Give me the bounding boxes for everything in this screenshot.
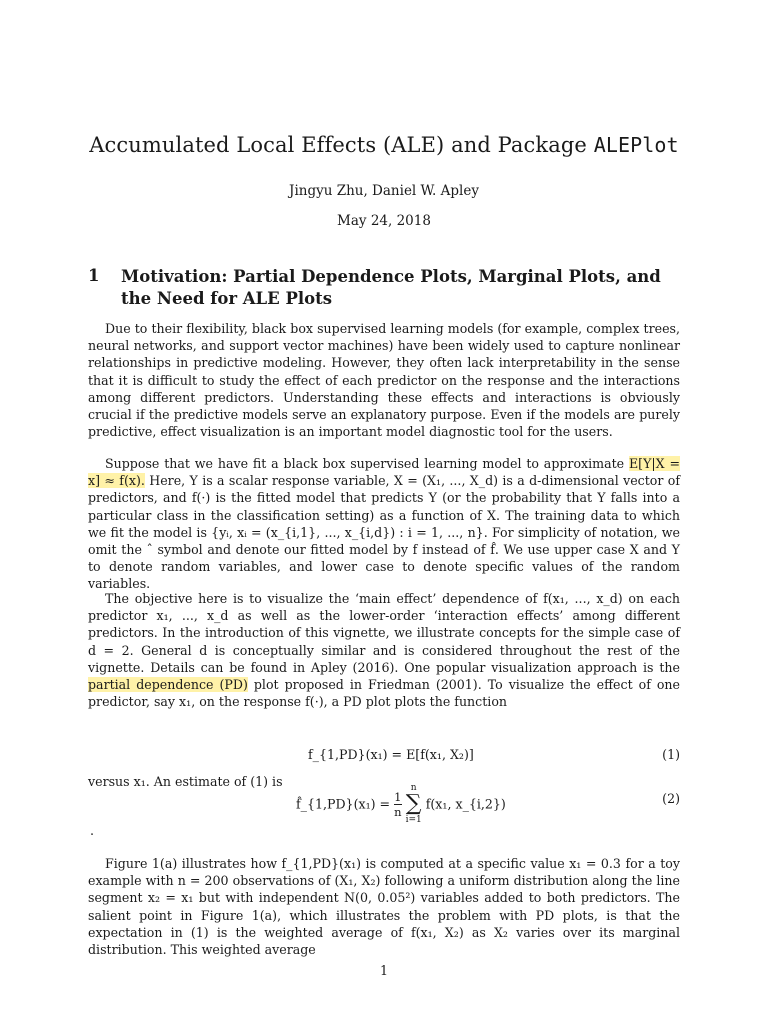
equation-2	[88, 775, 680, 825]
date: May 24, 2018	[337, 213, 431, 229]
equation-2-number: (2)	[662, 791, 680, 806]
highlight-partial-dependence: partial dependence (PD)	[88, 677, 248, 693]
paragraph-3-text	[88, 590, 680, 710]
equation-2-lhs: f̂_{1,PD}(x₁) =	[296, 796, 391, 812]
equation-1-body: f_{1,PD}(x₁) = E[f(x₁, X₂)]	[308, 747, 474, 762]
p2-part-a: Suppose that we have fit a black box supervised learning model to approximate	[105, 456, 629, 471]
sigma-icon: ∑	[405, 791, 422, 816]
equation-1	[88, 747, 680, 767]
title-text: Accumulated Local Effects (ALE) and Package	[89, 133, 594, 157]
summation-symbol	[406, 783, 422, 825]
sum-lower-limit: i=1	[405, 815, 422, 825]
paper-title	[0, 133, 768, 157]
paragraph-3	[88, 590, 680, 710]
title-package-name: ALEPlot	[593, 133, 679, 157]
paragraph-5-text: Figure 1(a) illustrates how f_{1,PD}(x₁) is computed at a specific value x₁ = 0.3 for a toy example with n = 200 observations of (X₁, X₂) following a uniform distribution along the line segment x₂ = x₁ but with independent N(0, 0.05²) variables added to both predictors. The salient point in Figure 1(a), which illustrates the problem with PD plots, is that the expectation in (1) is the weighted average of f(x₁, X₂) as X₂ varies over its marginal distribution. This weighted average	[88, 856, 680, 958]
equation-2-fraction	[394, 791, 401, 818]
equation-trailing-period: .	[90, 823, 95, 838]
p3-part-b: plot proposed in Friedman (2001). To visualize the effect of one predictor, say x₁, on the response f(·), a PD plot plots the function	[88, 677, 680, 710]
highlight-conditional-expectation: E[Y|X = x] ≈ f(x).	[88, 456, 681, 489]
sum-upper-limit: n	[410, 783, 417, 793]
equation-2-rhs: f(x₁, x_{i,2})	[425, 796, 506, 812]
paragraph-4-text: versus x₁. An estimate of (1) is	[88, 774, 283, 789]
paragraph-2	[88, 455, 680, 593]
fraction-denominator: n	[394, 804, 402, 819]
paragraph-2-text	[88, 455, 680, 593]
paragraph-1-text: Due to their flexibility, black box supervised learning models (for example, complex trees, neural networks, and support vector machines) have been widely used to capture nonlinear relationships in predictive modeling. However, they often lack interpretability in the sense that it is difficult to study the effect of each predictor on the response and the interactions among different predictors. Understanding these effects and interactions is obviously crucial if the predictive models serve an explanatory purpose. Even if the models are purely predictive, effect visualization is an important model diagnostic tool for the users.	[88, 321, 680, 440]
equation-1-number: (1)	[662, 747, 680, 762]
equation-2-body	[296, 783, 506, 825]
section-number: 1	[88, 266, 100, 285]
paragraph-5	[88, 855, 680, 958]
p3-part-a: The objective here is to visualize the ‘main effect’ dependence of f(x₁, ..., x_d) on each predictor x₁, ..., x_d as well as the lower-order ‘interaction effects’ among different predictors. In the introduction of this vignette, we illustrate concepts for the simple case of d = 2. General d is conceptually similar and is considered throughout the rest of the vignette. Details can be found in Apley (2016). One popular visualization approach is the	[88, 591, 680, 675]
fraction-numerator: 1	[394, 789, 402, 804]
authors: Jingyu Zhu, Daniel W. Apley	[289, 183, 479, 199]
page-number: 1	[379, 963, 388, 978]
paragraph-1	[88, 320, 680, 440]
section-title: Motivation: Partial Dependence Plots, Marginal Plots, and the Need for ALE Plots	[121, 267, 661, 308]
p2-part-b: Here, Y is a scalar response variable, X = (X₁, ..., X_d) is a d-dimensional vector of predictors, and f(·) is the fitted model that predicts Y (or the probability that Y falls into a particular class in the classification setting) as a function of X. The training data to which we fit the model is {yᵢ, xᵢ = (x_{i,1}, ..., x_{i,d}) : i = 1, ..., n}. For simplicity of notation, we omit the ˆ symbol and denote our fitted model by f instead of f̂. We use upper case X and Y to denote random variables, and lower case to denote specific values of the random variables.	[88, 473, 680, 592]
